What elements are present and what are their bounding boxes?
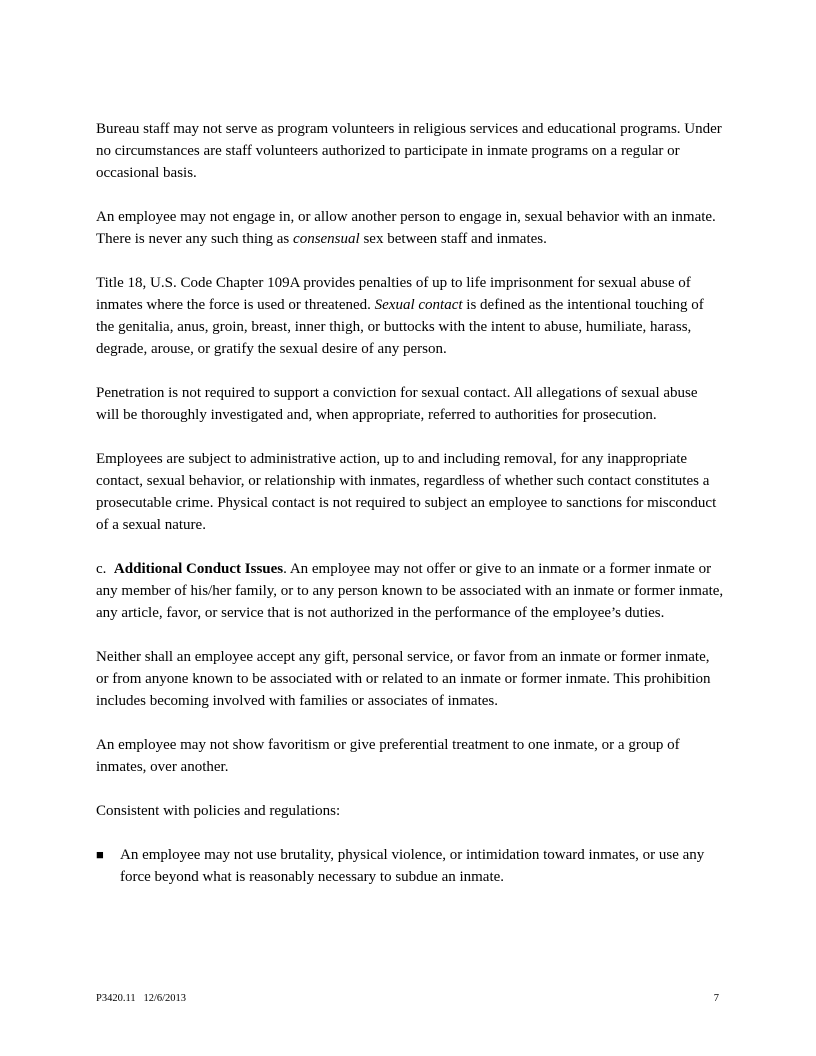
paragraph-staff-volunteers: Bureau staff may not serve as program volunteers in religious services and educational programs. Under no circumstances are staff volunteers authorized to participate in inmate programs on a regular or occasional basis. (96, 121, 722, 181)
section-heading-additional-conduct: Additional Conduct Issues (113, 561, 284, 577)
paragraph-text: is defined as the intentional touching of the genitalia, anus, groin, breast, inner thigh, or buttocks with the intent to abuse, humiliate, harass, degrade, arouse, or gratify the sexual desire of any person. (96, 297, 704, 357)
paragraph-sexual-behavior (96, 206, 724, 250)
paragraph-title-18 (96, 272, 724, 360)
paragraph-penetration: Penetration is not required to support a conviction for sexual contact. All allegations of sexual abuse will be thoroughly investigated and, when appropriate, referred to authorities for prosecution. (96, 385, 698, 423)
paragraph-consistent-with: Consistent with policies and regulations: (96, 803, 341, 819)
paragraph-administrative-action: Employees are subject to administrative action, up to and including removal, for any inappropriate contact, sexual behavior, or relationship with inmates, regardless of whether such contact constitutes a prosecutable crime. Physical contact is not required to subject an employee to sanctions for misconduct of a sexual nature. (96, 451, 717, 533)
paragraph-favoritism: An employee may not show favoritism or give preferential treatment to one inmate, or a group of inmates, over another. (96, 737, 680, 775)
list-item (96, 844, 724, 888)
square-bullet-icon: ■ (96, 847, 104, 862)
paragraph-text: sex between staff and inmates. (359, 231, 547, 247)
paragraph-text: Title 18, U.S. Code Chapter 109A provides penalties of up to life imprisonment for sexual abuse of inmates where the force is used or threatened. (96, 275, 691, 313)
italic-term-sexual-contact: Sexual contact (374, 297, 463, 313)
list-item-text: An employee may not use brutality, physical violence, or intimidation toward inmates, or use any force beyond what is reasonably necessary to subdue an inmate. (120, 847, 705, 885)
italic-term-consensual: consensual (293, 231, 360, 247)
section-prefix: c. (96, 561, 114, 577)
paragraph-gifts: Neither shall an employee accept any gift, personal service, or favor from an inmate or former inmate, or from anyone known to be associated with or related to an inmate or former inmate. This prohibition includes becoming involved with families or associates of inmates. (96, 649, 711, 709)
paragraph-text: . An employee may not offer or give to an inmate or a former inmate or any member of his/her family, or to any person known to be associated with an inmate or former inmate, any article, favor, or service that is not authorized in the performance of the employee’s duties. (96, 561, 724, 621)
document-body (96, 118, 724, 888)
paragraph-text: An employee may not engage in, or allow another person to engage in, sexual behavior with an inmate. There is never any such thing as (96, 209, 716, 247)
paragraph-additional-conduct (96, 558, 724, 624)
footer-document-id: P3420.11 12/6/2013 (96, 993, 187, 1004)
page-number: 7 (713, 993, 719, 1004)
